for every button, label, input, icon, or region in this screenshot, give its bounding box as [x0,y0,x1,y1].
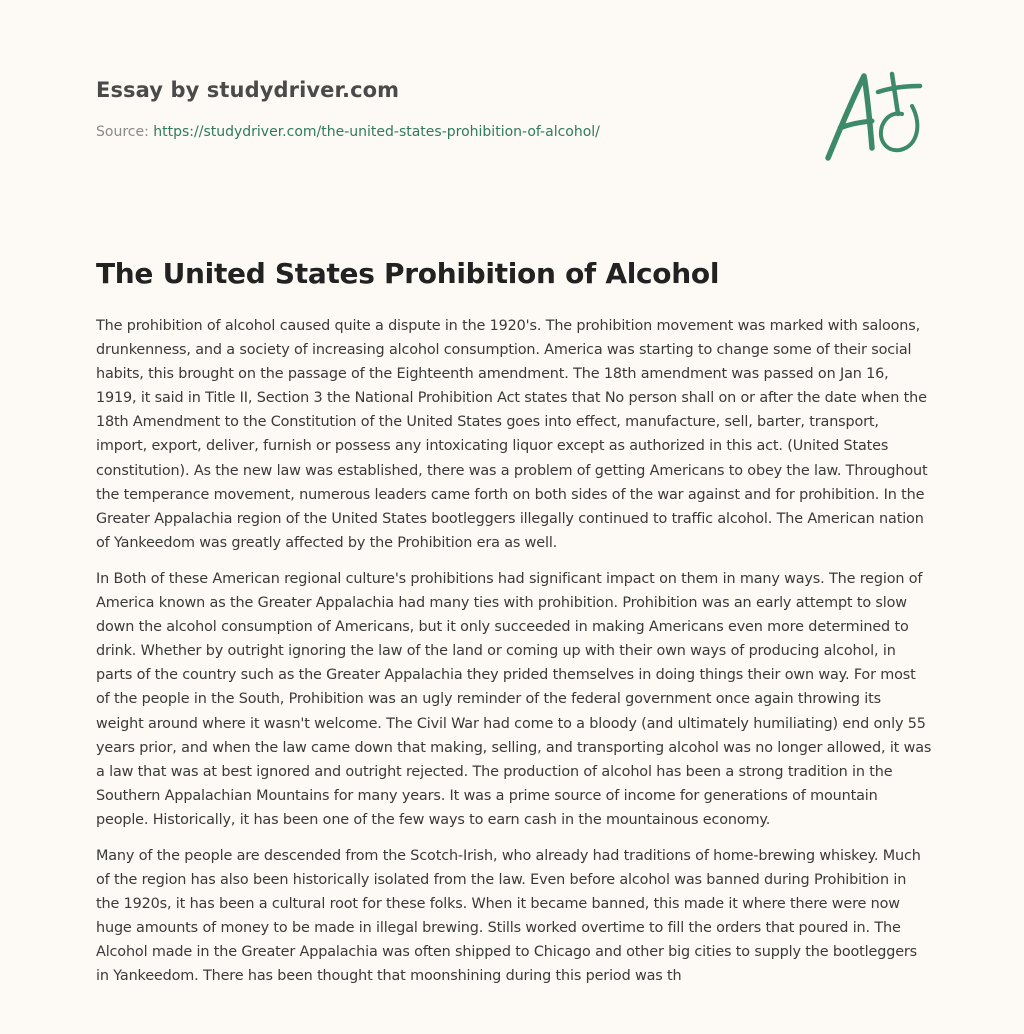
source-label: Source: [96,124,154,140]
article-body [96,314,932,1001]
article-title: The United States Prohibition of Alcohol [96,257,720,290]
article-paragraph-3: Many of the people are descended from the Scotch-Irish, who already had traditions of home-brewing whiskey. Much of the region has also been historically isolated from the law. Even before alcohol was banned during Prohibition in the 1920s, it has been a cultural root for these folks. When it became banned, this made it where there were now huge amounts of money to be made in illegal brewing. Stills worked overtime to fill the orders that poured in. The Alcohol made in the Greater Appalachia was often shipped to Chicago and other big cities to supply the bootleggers in Yankeedom. There has been thought that moonshining during this period was th [96,847,921,985]
essay-header [96,76,796,142]
source-link[interactable]: https://studydriver.com/the-united-states-prohibition-of-alcohol/ [153,124,600,140]
article-paragraph-2: In Both of these American regional culture's prohibitions had significant impact on them in many ways. The region of America known as the Greater Appalachia had many ties with prohibition. Prohibition was an early attempt to slow down the alcohol consumption of Americans, but it only succeeded in making Americans even more determined to drink. Whether by outright ignoring the law of the land or coming up with their own ways of producing alcohol, in parts of the country such as the Greater Appalachia they prided themselves in doing things their own way. For most of the people in the South, Prohibition was an ugly reminder of the federal government once again throwing its weight around where it wasn't welcome. The Civil War had come to a bloody (and ultimately humiliating) end only 55 years prior, and when the law came down that making, selling, and transporting alcohol was no longer allowed, it was a law that was at best ignored and outright rejected. The production of alcohol has been a strong tradition in the Southern Appalachian Mountains for many years. It was a prime source of income for generations of mountain people. Historically, it has been one of the few ways to earn cash in the mountainous economy. [96,570,932,828]
source-line [96,122,796,142]
site-brand: Essay by studydriver.com [96,78,400,102]
a-plus-grade-logo-icon [818,66,930,166]
article-paragraph-1: The prohibition of alcohol caused quite a dispute in the 1920's. The prohibition movement was marked with saloons, drunkenness, and a society of increasing alcohol consumption. America was starting to change some of their social habits, this brought on the passage of the Eighteenth amendment. The 18th amendment was passed on Jan 16, 1919, it said in Title II, Section 3 the National Prohibition Act states that No person shall on or after the date when the 18th Amendment to the Constitution of the United States goes into effect, manufacture, sell, barter, transport, import, export, deliver, furnish or possess any intoxicating liquor except as authorized in this act. (United States constitution). As the new law was established, there was a problem of getting Americans to obey the law. Throughout the temperance movement, numerous leaders came forth on both sides of the war against and for prohibition. In the Greater Appalachia region of the United States bootleggers illegally continued to traffic alcohol. The American nation of Yankeedom was greatly affected by the Prohibition era as well. [96,318,928,551]
